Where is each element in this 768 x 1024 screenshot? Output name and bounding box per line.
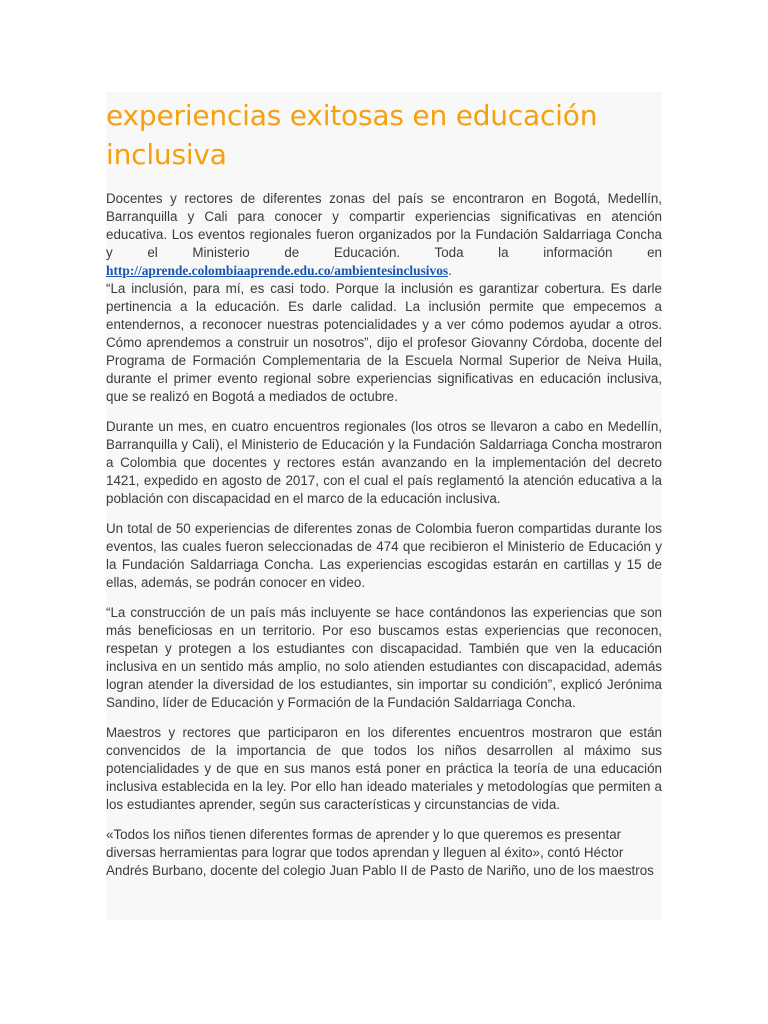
paragraph-regional-events: Durante un mes, en cuatro encuentros regionales (los otros se llevaron a cabo en Medellín, Barranquilla y Cali), el Ministerio de Educación y la Fundación Saldarriaga Concha mostraron a Colombia que docentes y rectores están avanzando en la implementación del decreto 1421, expedido en agosto de 2017, con el cual el país reglamentó la atención educativa a la población con discapacidad en el marco de la educación inclusiva.: [106, 419, 662, 506]
paragraph-intro-text: Docentes y rectores de diferentes zonas del país se encontraron en Bogotá, Medellín, Barranquilla y Cali para conocer y compartir experiencias significativas en atención educativa. Los eventos regionales fueron organizados por la Fundación Saldarriaga Concha y el Ministerio de Educación. Toda la información en: [106, 191, 662, 260]
paragraph-quote-cordoba: “La inclusión, para mí, es casi todo. Porque la inclusión es garantizar cobertura. Es darle pertinencia a la educación. Es darle calidad. La inclusión permite que empecemos a entendernos, a reconocer nuestras potencialidades y a ver cómo podemos ayudar a otros. Cómo aprendemos a construir un nosotros”, dijo el profesor Giovanny Córdoba, docente del Programa de Formación Complementaria de la Escuela Normal Superior de Neiva Huila, durante el primer evento regional sobre experiencias significativas en educación inclusiva, que se realizó en Bogotá a mediados de octubre.: [106, 281, 662, 404]
article-body: [106, 190, 662, 880]
paragraph-teachers: Maestros y rectores que participaron en los diferentes encuentros mostraron que están convencidos de la importancia de que todos los niños desarrollen al máximo sus potencialidades y de que en sus manos está poner en práctica la teoría de una educación inclusiva establecida en la ley. Por ello han ideado materiales y metodologías que permiten a los estudiantes aprender, según sus características y circunstancias de vida.: [106, 725, 662, 812]
article-title: experiencias exitosas en educación inclusiva: [106, 99, 598, 171]
info-link[interactable]: http://aprende.colombiaaprende.edu.co/ambientesinclusivos: [106, 263, 449, 278]
paragraph-intro: [106, 190, 662, 280]
paragraph-fifty-experiences: Un total de 50 experiencias de diferentes zonas de Colombia fueron compartidas durante los eventos, las cuales fueron seleccionadas de 474 que recibieron el Ministerio de Educación y la Fundación Saldarriaga Concha. Las experiencias escogidas estarán en cartillas y 15 de ellas, además, se podrán conocer en video.: [106, 521, 662, 590]
article: [106, 92, 662, 920]
paragraph-intro-end: .: [448, 263, 452, 278]
paragraph-quote-burbano: «Todos los niños tienen diferentes formas de aprender y lo que queremos es presentar diversas herramientas para lograr que todos aprendan y lleguen al éxito», contó Héctor Andrés Burbano, docente del colegio Juan Pablo II de Pasto de Nariño, uno de los maestros: [106, 827, 654, 878]
paragraph-quote-sandino: “La construcción de un país más incluyente se hace contándonos las experiencias que son más beneficiosas en un territorio. Por eso buscamos estas experiencias que reconocen, respetan y protegen a los estudiantes con discapacidad. También que ven la educación inclusiva en un sentido más amplio, no solo atienden estudiantes con discapacidad, además logran atender la diversidad de los estudiantes, sin importar su condición”, explicó Jerónima Sandino, líder de Educación y Formación de la Fundación Saldarriaga Concha.: [106, 605, 662, 710]
